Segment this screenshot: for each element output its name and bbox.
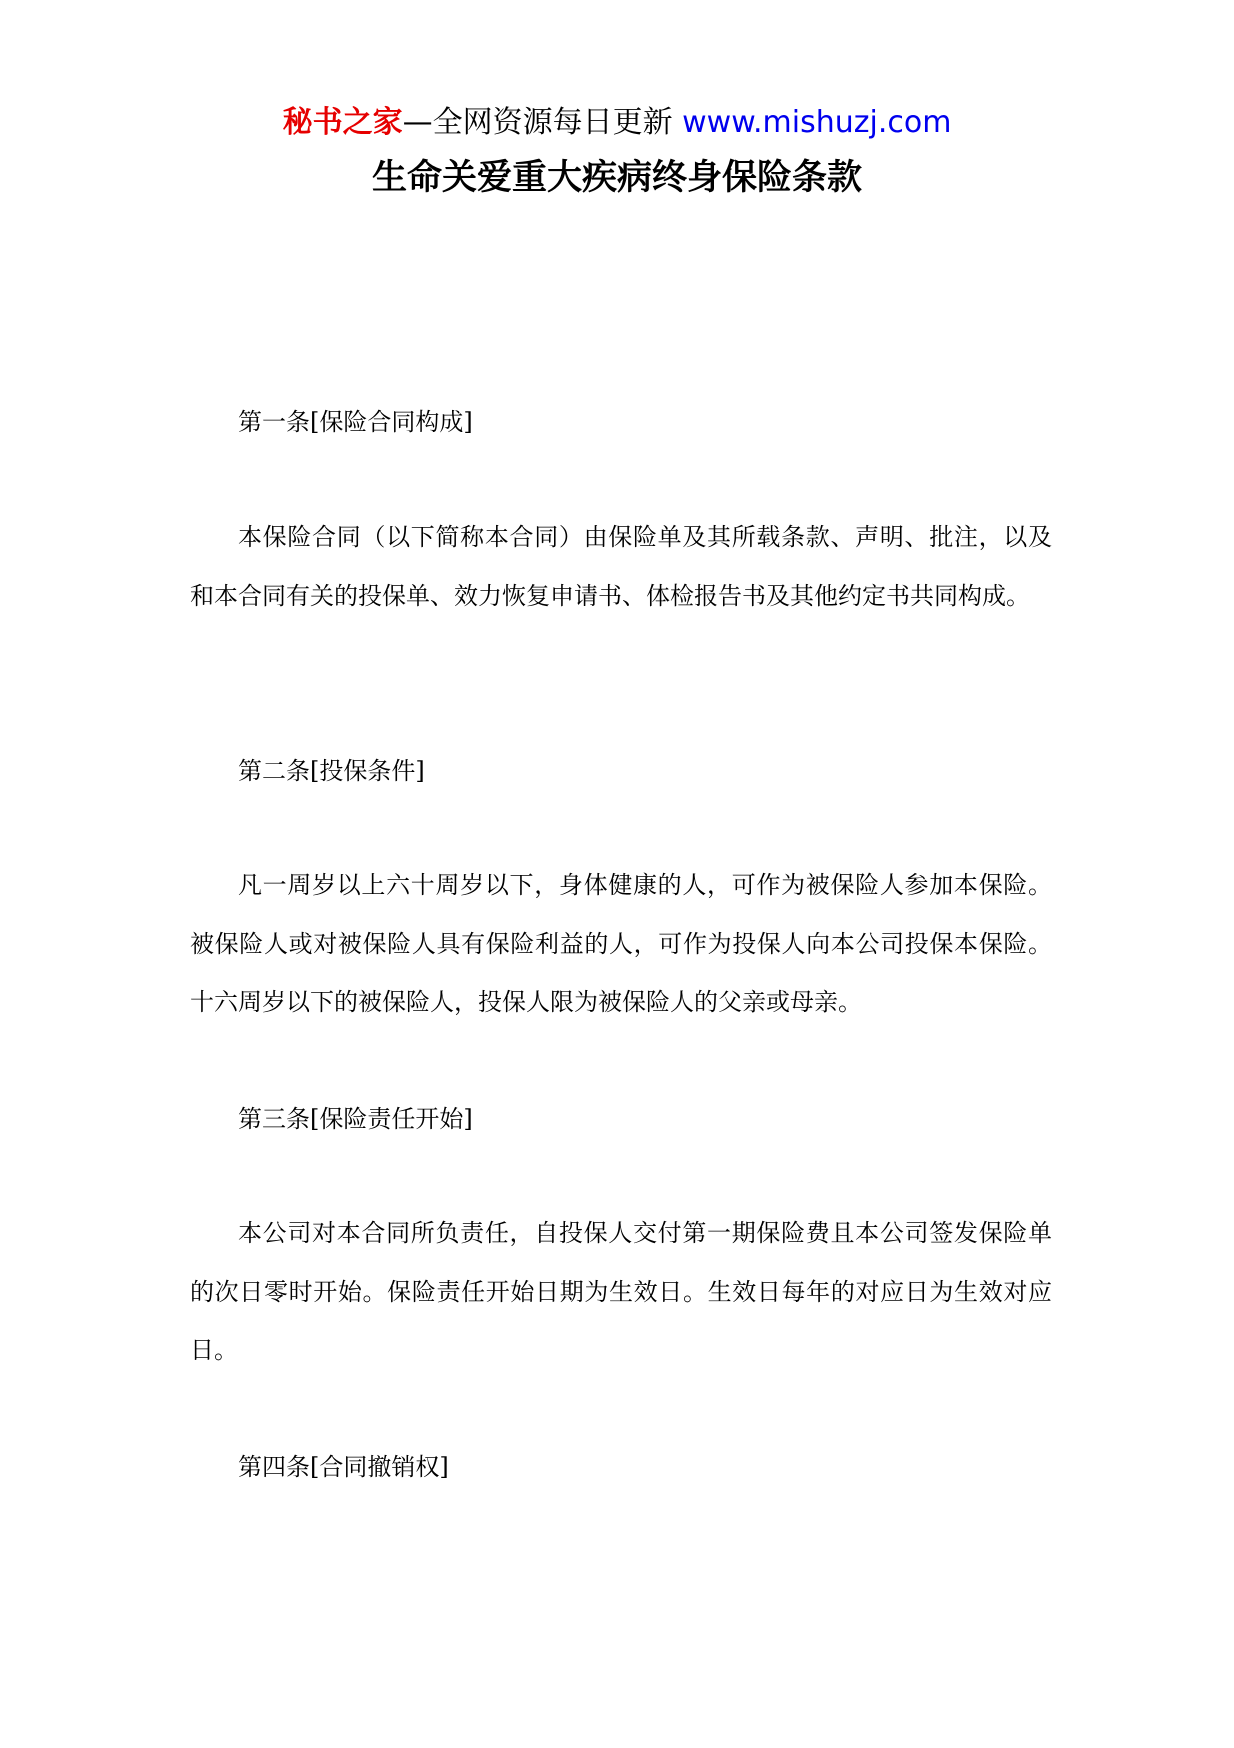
section-paragraph-1: 本保险合同（以下简称本合同）由保险单及其所载条款、声明、批注，以及和本合同有关的投保单、效力恢复申请书、体检报告书及其他约定书共同构成。 <box>190 523 1052 610</box>
section-heading-2: 第二条[投保条件] <box>238 757 425 785</box>
site-slogan: —全网资源每日更新 <box>402 105 673 140</box>
section-heading-3: 第三条[保险责任开始] <box>238 1105 473 1133</box>
document-title: 生命关爱重大疾病终身保险条款 <box>371 158 862 198</box>
site-header <box>0 103 1234 143</box>
section-paragraph-2: 凡一周岁以上六十周岁以下，身体健康的人，可作为被保险人参加本保险。被保险人或对被保险人具有保险利益的人，可作为投保人向本公司投保本保险。十六周岁以下的被保险人，投保人限为被保险人的父亲或母亲。 <box>190 871 1052 1016</box>
site-url-link[interactable]: www.mishuzj.com <box>682 105 952 140</box>
site-name: 秘书之家 <box>282 105 403 140</box>
section-heading-4: 第四条[合同撤销权] <box>238 1453 449 1481</box>
section-paragraph-3: 本公司对本合同所负责任，自投保人交付第一期保险费且本公司签发保险单的次日零时开始。保险责任开始日期为生效日。生效日每年的对应日为生效对应日。 <box>190 1219 1052 1364</box>
section-heading-1: 第一条[保险合同构成] <box>238 408 473 436</box>
